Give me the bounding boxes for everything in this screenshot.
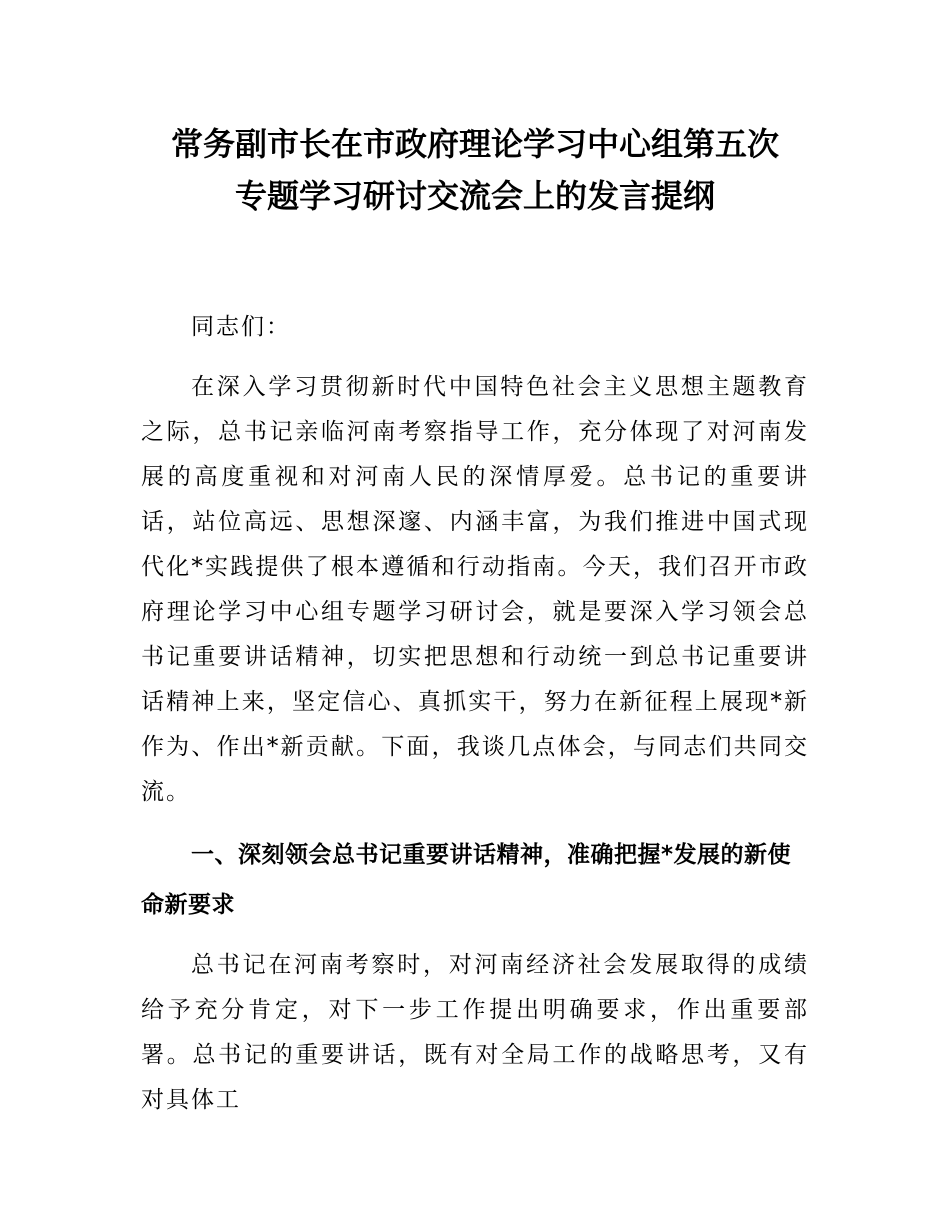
paragraph-section-1: 总书记在河南考察时，对河南经济社会发展取得的成绩给予充分肯定，对下一步工作提出明确要求，作出重要部署。总书记的重要讲话，既有对全局工作的战略思考，又有对具体工 xyxy=(141,952,809,1113)
title-line-1: 常务副市长在市政府理论学习中心组第五次 xyxy=(170,125,779,163)
section-heading-1: 一、深刻领会总书记重要讲话精神，准确把握*发展的新使命新要求 xyxy=(141,842,792,918)
document-title xyxy=(140,118,810,222)
salutation: 同志们： xyxy=(191,314,291,340)
title-line-2: 专题学习研讨交流会上的发言提纲 xyxy=(234,177,715,215)
paragraph-intro: 在深入学习贯彻新时代中国特色社会主义思想主题教育之际，总书记亲临河南考察指导工作，充分体现了对河南发展的高度重视和对河南人民的深情厚爱。总书记的重要讲话，站位高远、思想深邃、内涵丰富，为我们推进中国式现代化*实践提供了根本遵循和行动指南。今天，我们召开市政府理论学习中心组专题学习研讨会，就是要深入学习领会总书记重要讲话精神，切实把思想和行动统一到总书记重要讲话精神上来，坚定信心、真抓实干，努力在新征程上展现*新作为、作出*新贡献。下面，我谈几点体会，与同志们共同交流。 xyxy=(141,374,809,805)
